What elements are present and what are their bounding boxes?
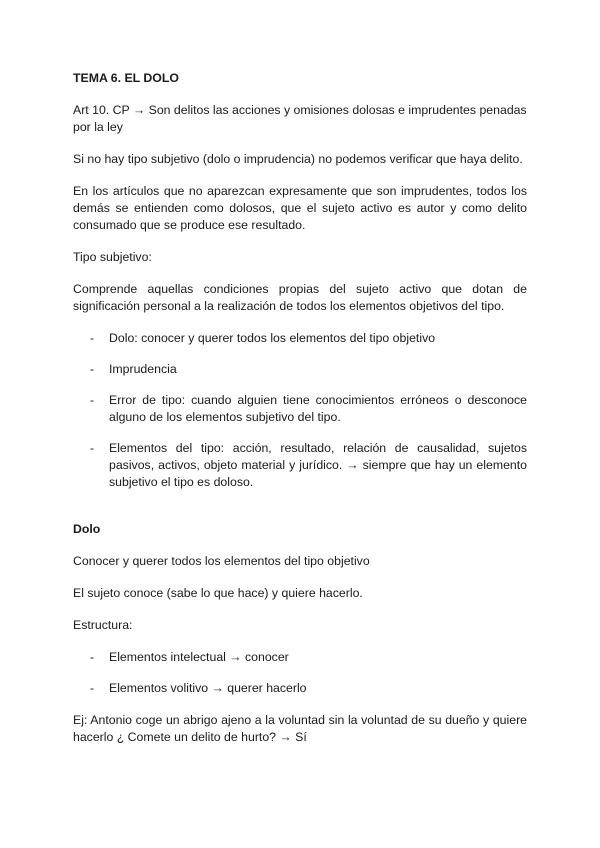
dash-bullet: - [90,650,95,664]
list-item-text: Elementos del tipo: acción, resultado, relación de causalidad, sujetos pasivos, activos, objeto material y jurídico. → siempre que hay un elemento subjetivo el tipo es doloso. [109,441,527,489]
paragraph-tipo-subjetivo-requisito: Si no hay tipo subjetivo (dolo o imprudencia) no podemos verificar que haya delito. [73,152,523,166]
paragraph-dolosos: En los artículos que no aparezcan expresamente que son imprudentes, todos los demás se entienden como dolosos, que el sujeto activo es autor y como delito consumado que se produce ese resultado. [73,184,527,232]
paragraph-tipo-subjetivo-label: Tipo subjetivo: [73,250,152,264]
list-item [73,361,527,378]
list-item-text: Error de tipo: cuando alguien tiene conocimientos erróneos o desconoce alguno de los elementos subjetivo del tipo. [109,393,527,424]
paragraph-sujeto-conoce: El sujeto conoce (sabe lo que hace) y quiere hacerlo. [73,586,363,600]
list-item-text: Imprudencia [109,362,177,376]
dash-bullet: - [90,441,95,455]
list-item [73,440,527,491]
list-item-text: Elementos intelectual → conocer [109,650,289,664]
list-item [73,680,527,697]
document-title: TEMA 6. EL DOLO [73,71,179,85]
list-item [73,392,527,426]
dash-bullet: - [90,362,95,376]
list-item-text: Elementos volitivo → querer hacerlo [109,681,307,695]
list-item [73,330,527,347]
dash-bullet: - [90,681,95,695]
paragraph-comprende: Comprende aquellas condiciones propias del sujeto activo que dotan de significación personal a la realización de todos los elementos objetivos del tipo. [73,282,527,313]
paragraph-dolo-definicion: Conocer y querer todos los elementos del tipo objetivo [73,554,370,568]
estructura-list [73,649,527,697]
tipo-subjetivo-list [73,330,527,491]
paragraph-art10: Art 10. CP → Son delitos las acciones y omisiones dolosas e imprudentes penadas por la ley [73,103,527,134]
list-item-text: Dolo: conocer y querer todos los elementos del tipo objetivo [109,331,436,345]
list-item [73,649,527,666]
paragraph-ejemplo: Ej: Antonio coge un abrigo ajeno a la voluntad sin la voluntad de su dueño y quiere hacerlo ¿ Comete un delito de hurto? → Sí [73,713,527,744]
paragraph-estructura-label: Estructura: [73,618,133,632]
section-title-dolo: Dolo [73,522,101,536]
dash-bullet: - [90,331,95,345]
dash-bullet: - [90,393,95,407]
document-page [73,70,527,761]
